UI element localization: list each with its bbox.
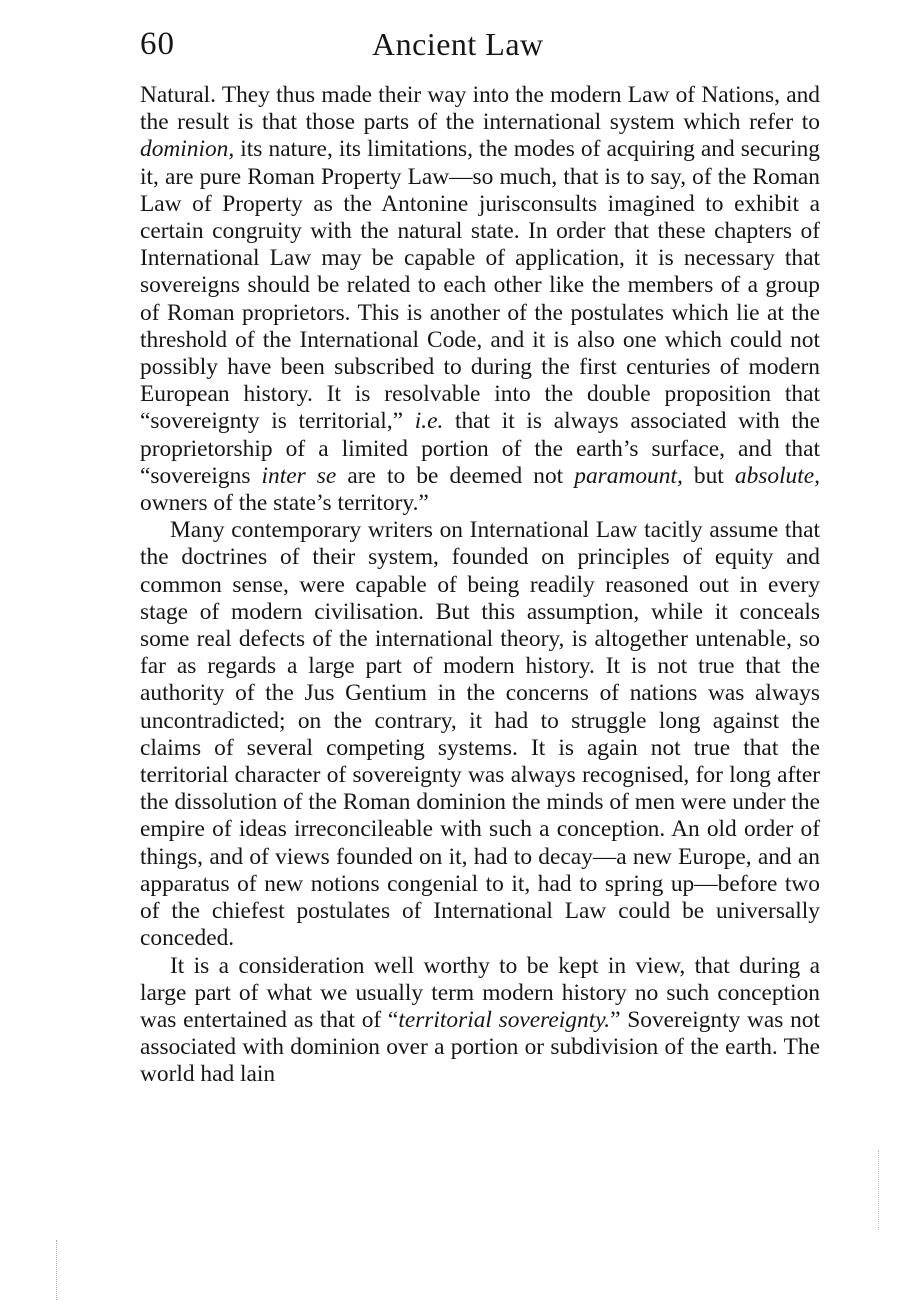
paragraph-2 — [140, 517, 820, 952]
paragraph-1 — [140, 82, 820, 517]
text-run: owners of the state’s territory.” — [140, 490, 429, 517]
text-run: its nature, its limitations, the modes of acquiring and securing it, are pure Roman Property Law—so much, that is to say, of the Roman Law of Property as the Antonine jurisconsults imagined to exhibit a certain congruity with the natural state. In order that these chapters of International Law may be capable of application, it is necessary that sovereigns should be related to each other like the members of a group of Roman proprietors. This is another of the postulates which lie at the threshold of the International Code, and it is also one which could not possibly have been subscribed to during the first centuries of modern European history. It is resolvable into the double proposition that “sovereignty is territorial,” — [140, 136, 820, 435]
italic-run: i.e. — [414, 408, 444, 435]
margin-dots-left — [56, 1240, 61, 1300]
text-run: It is a consideration well worthy to be kept in view, that during a large part of what we usually term modern history no such conception was entertained as that of “ — [140, 952, 820, 1033]
running-title: Ancient Law — [372, 26, 544, 62]
page-header — [140, 26, 820, 66]
italic-run: paramount, — [574, 462, 683, 489]
text-run: ” Sovereignty was not associated with dominion over a portion or subdivision of the earth. The world had lain — [140, 1006, 820, 1088]
italic-run: inter se — [261, 462, 337, 489]
text-run: Natural. They thus made their way into the modern Law of Nations, and the result is that those parts of the international system which refer to — [140, 82, 820, 136]
text-run: but — [682, 462, 735, 489]
text-run: are to be deemed not — [336, 462, 575, 489]
italic-run: absolute, — [734, 462, 820, 489]
italic-run: territorial sovereignty. — [398, 1006, 611, 1033]
paragraph-3 — [140, 953, 820, 1089]
text-run: that it is always associated with the proprietorship of a limited portion of the earth’s surface, and that “sovereigns — [140, 408, 820, 489]
body-text — [140, 82, 820, 1089]
page-number: 60 — [140, 26, 175, 62]
italic-run: dominion, — [140, 136, 235, 163]
margin-marks-right — [878, 1150, 881, 1230]
text-run: Many contemporary writers on International Law tacitly assume that the doctrines of their system, founded on principles of equity and common sense, were capable of being readily reasoned out in every stage of modern civilisation. But this assumption, while it conceals some real defects of the international theory, is altogether untenable, so far as regards a large part of modern history. It is not true that the authority of the Jus Gentium in the concerns of nations was always uncontradicted; on the contrary, it had to struggle long against the claims of several competing systems. It is again not true that the territorial character of sovereignty was always recognised, for long after the dissolution of the Roman dominion the minds of men were under the empire of ideas irreconcileable with such a conception. An old order of things, and of views founded on it, had to decay—a new Europe, and an apparatus of new notions congenial to it, had to spring up—before two of the chiefest postulates of International Law could be universally conceded. — [140, 517, 820, 952]
